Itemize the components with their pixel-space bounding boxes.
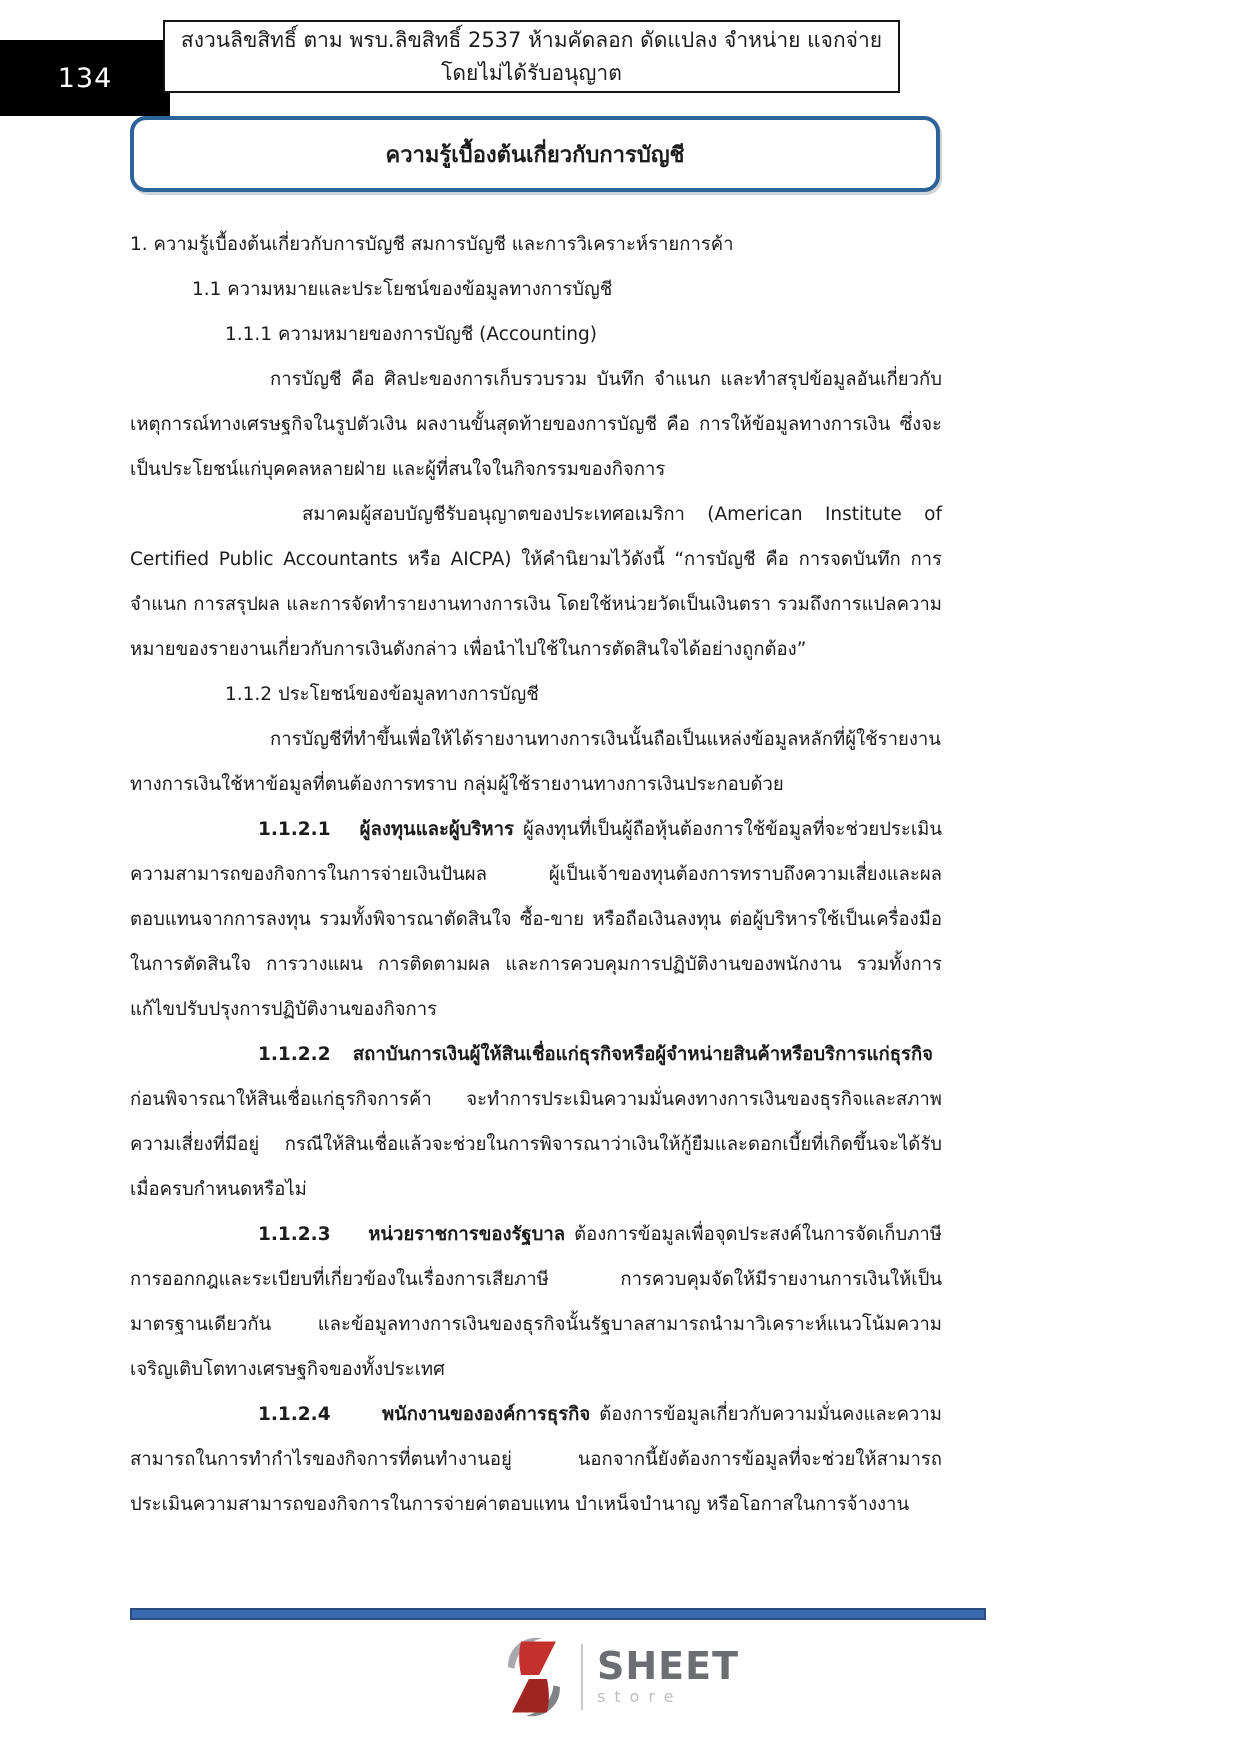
logo-divider [581,1644,583,1710]
subsection-investors [130,807,942,1032]
page-number-box [0,40,170,116]
heading-1-1-2: 1.1.2 ประโยชน์ของข้อมูลทางการบัญชี [225,684,539,705]
sheet-store-s-icon [501,1635,567,1719]
subsection-creditors [130,1032,942,1212]
subsection-label: 1.1.2.4 พนักงานขององค์การธุรกิจ [258,1404,591,1425]
subsection-government [130,1212,942,1392]
paragraph-aicpa-definition: สมาคมผู้สอบบัญชีรับอนุญาตของประเทศอเมริกา (American Institute of Certified Public Accountants หรือ AICPA) ให้คำนิยามไว้ดังนี้ “การบัญชี คือ การจดบันทึก การจำแนก การสรุปผล และการจัดทำรายงานทางการเงิน โดยใช้หน่วยวัดเป็นเงินตรา รวมถึงการแปลความหมายของรายงานเกี่ยวกับการเงินดังกล่าว เพื่อนำไปใช้ในการตัดสินใจได้อย่างถูกต้อง” [130,504,942,660]
copyright-banner [163,20,900,93]
subsection-label: 1.1.2.3 หน่วยราชการของรัฐบาล [258,1224,566,1245]
subsection-text: ก่อนพิจารณาให้สินเชื่อแก่ธุรกิจการค้า จะทำการประเมินความมั่นคงทางการเงินของธุรกิจและสภาพความเสี่ยงที่มีอยู่ กรณีให้สินเชื่อแล้วจะช่วยในการพิจารณาว่าเงินให้กู้ยืมและดอกเบี้ยที่เกิดขึ้นจะได้รับเมื่อครบกำหนดหรือไม่ [130,1089,942,1200]
chapter-title: ความรู้เบื้องต้นเกี่ยวกับการบัญชี [385,142,685,168]
sheet-store-logo [0,1632,1240,1722]
logo-text [597,1646,739,1708]
page-number: 134 [57,62,113,94]
heading-1-1: 1.1 ความหมายและประโยชน์ของข้อมูลทางการบัญชี [192,279,613,300]
paragraph-accounting-definition: การบัญชี คือ ศิลปะของการเก็บรวบรวม บันทึก จำแนก และทำสรุปข้อมูลอันเกี่ยวกับเหตุการณ์ทางเศรษฐกิจในรูปตัวเงิน ผลงานขั้นสุดท้ายของการบัญชี คือ การให้ข้อมูลทางการเงิน ซึ่งจะเป็นประโยชน์แก่บุคคลหลายฝ่าย และผู้ที่สนใจในกิจกรรมของกิจการ [130,369,942,480]
subsection-text: ผู้ลงทุนที่เป็นผู้ถือหุ้นต้องการใช้ข้อมูลที่จะช่วยประเมินความสามารถของกิจการในการจ่ายเงินปันผล ผู้เป็นเจ้าของทุนต้องการทราบถึงความเสี่ยงและผลตอบแทนจากการลงทุน รวมทั้งพิจารณาตัดสินใจ ซื้อ-ขาย หรือถือเงินลงทุน ต่อผู้บริหารใช้เป็นเครื่องมือในการตัดสินใจ การวางแผน การติดตามผล และการควบคุมการปฏิบัติงานของพนักงาน รวมทั้งการแก้ไขปรับปรุงการปฏิบัติงานของกิจการ [130,819,942,1020]
footer-divider-bar [130,1608,986,1620]
paragraph-users-intro: การบัญชีที่ทำขึ้นเพื่อให้ได้รายงานทางการเงินนั้นถือเป็นแหล่งข้อมูลหลักที่ผู้ใช้รายงานทางการเงินใช้หาข้อมูลที่ตนต้องการทราบ กลุ่มผู้ใช้รายงานทางการเงินประกอบด้วย [130,729,941,795]
subsection-label: 1.1.2.2 สถาบันการเงินผู้ให้สินเชื่อแก่ธุรกิจหรือผู้จำหน่ายสินค้าหรือบริการแก่ธุรกิจ [258,1044,933,1065]
copyright-text: สงวนลิขสิทธิ์ ตาม พรบ.ลิขสิทธิ์ 2537 ห้ามคัดลอก ดัดแปลง จำหน่าย แจกจ่าย โดยไม่ได้รับอนุญาต [180,27,883,85]
subsection-label: 1.1.2.1 ผู้ลงทุนและผู้บริหาร [258,819,514,840]
logo-brand-subtitle: store [596,1687,683,1706]
logo-brand-name: SHEET [596,1644,739,1688]
heading-1: 1. ความรู้เบื้องต้นเกี่ยวกับการบัญชี สมการบัญชี และการวิเคราะห์รายการค้า [130,234,734,255]
document-body [130,222,942,1527]
subsection-text: ต้องการข้อมูลเกี่ยวกับความมั่นคงและความสามารถในการทำกำไรของกิจการที่ตนทำงานอยู่ นอกจากนี้ยังต้องการข้อมูลที่จะช่วยให้สามารถประเมินความสามารถของกิจการในการจ่ายค่าตอบแทน บำเหน็จบำนาญ หรือโอกาสในการจ้างงาน [130,1404,942,1515]
heading-1-1-1: 1.1.1 ความหมายของการบัญชี (Accounting) [225,324,597,345]
subsection-employees [130,1392,942,1527]
chapter-title-box [130,116,940,192]
subsection-text: ต้องการข้อมูลเพื่อจุดประสงค์ในการจัดเก็บภาษี การออกกฎและระเบียบที่เกี่ยวข้องในเรื่องการเสียภาษี การควบคุมจัดให้มีรายงานการเงินให้เป็นมาตรฐานเดียวกัน และข้อมูลทางการเงินของธุรกิจนั้นรัฐบาลสามารถนำมาวิเคราะห์แนวโน้มความเจริญเติบโตทางเศรษฐกิจของทั้งประเทศ [130,1224,942,1380]
